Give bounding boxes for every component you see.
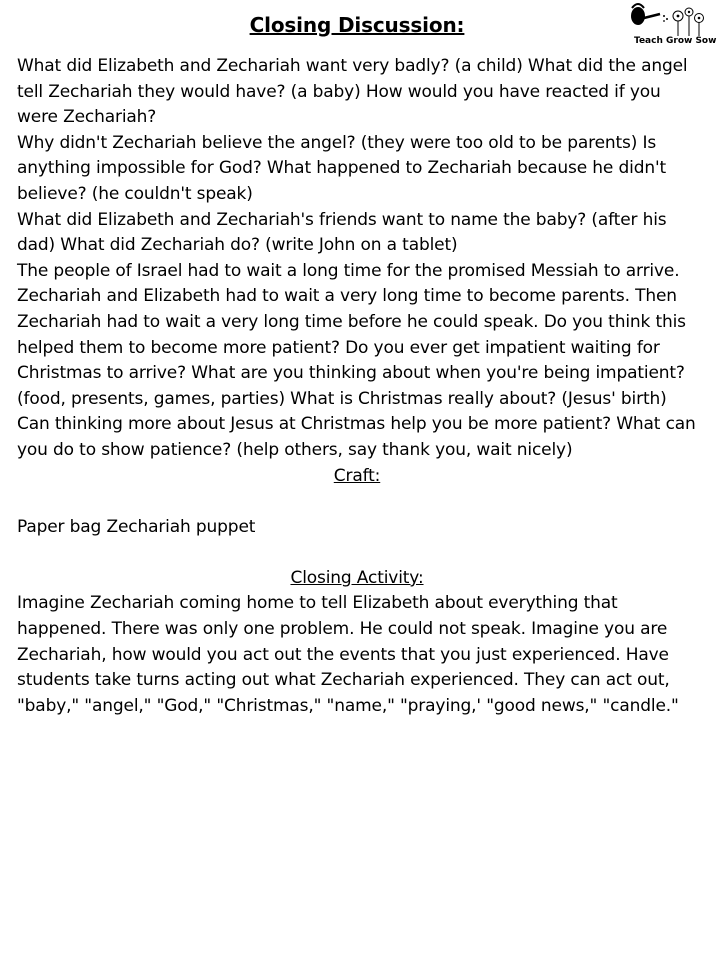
spacer <box>17 540 697 566</box>
closing-activity-heading: Closing Activity: <box>290 567 424 588</box>
discussion-paragraph: What did Elizabeth and Zechariah want very badly? (a child) What did the angel tell Zechariah they would have? (a baby) How would you have reacted if you were Zechariah? <box>17 56 688 128</box>
closing-activity-text: Imagine Zechariah coming home to tell Elizabeth about everything that happened. There was only one problem. He could not speak. Imagine you are Zechariah, how would you act out the events that you just experienced. Have students take turns acting out what Zechariah experienced. They can act out, "baby," "angel," "God," "Christmas," "name," "praying,' "good news," "candle." <box>17 593 679 716</box>
logo-text: Teach Grow Sow <box>634 36 717 46</box>
discussion-paragraph: The people of Israel had to wait a long time for the promised Messiah to arrive. Zechariah and Elizabeth had to wait a very long time to become parents. Then Zechariah had to wait a very long time before he could speak. Do you think this helped them to become more patient? Do you ever get impatient waiting for Christmas to arrive? What are you thinking about when you're being impatient? (food, presents, games, parties) What is Christmas really about? (Jesus' birth) Can thinking more about Jesus at Christmas help you be more patient? What can you do to show patience? (help others, say thank you, wait nicely) <box>17 260 696 460</box>
discussion-paragraph: Why didn't Zechariah believe the angel? (they were too old to be parents) Is anything impossible for God? What happened to Zechariah because he didn't believe? (he couldn't speak) <box>17 132 667 204</box>
spacer <box>17 489 697 515</box>
document-body <box>17 10 697 719</box>
closing-discussion-heading: Closing Discussion: <box>249 13 465 37</box>
craft-text: Paper bag Zechariah puppet <box>17 516 256 537</box>
discussion-paragraph: What did Elizabeth and Zechariah's friends want to name the baby? (after his dad) What did Zechariah do? (write John on a tablet) <box>17 209 667 256</box>
craft-heading: Craft: <box>333 465 381 486</box>
